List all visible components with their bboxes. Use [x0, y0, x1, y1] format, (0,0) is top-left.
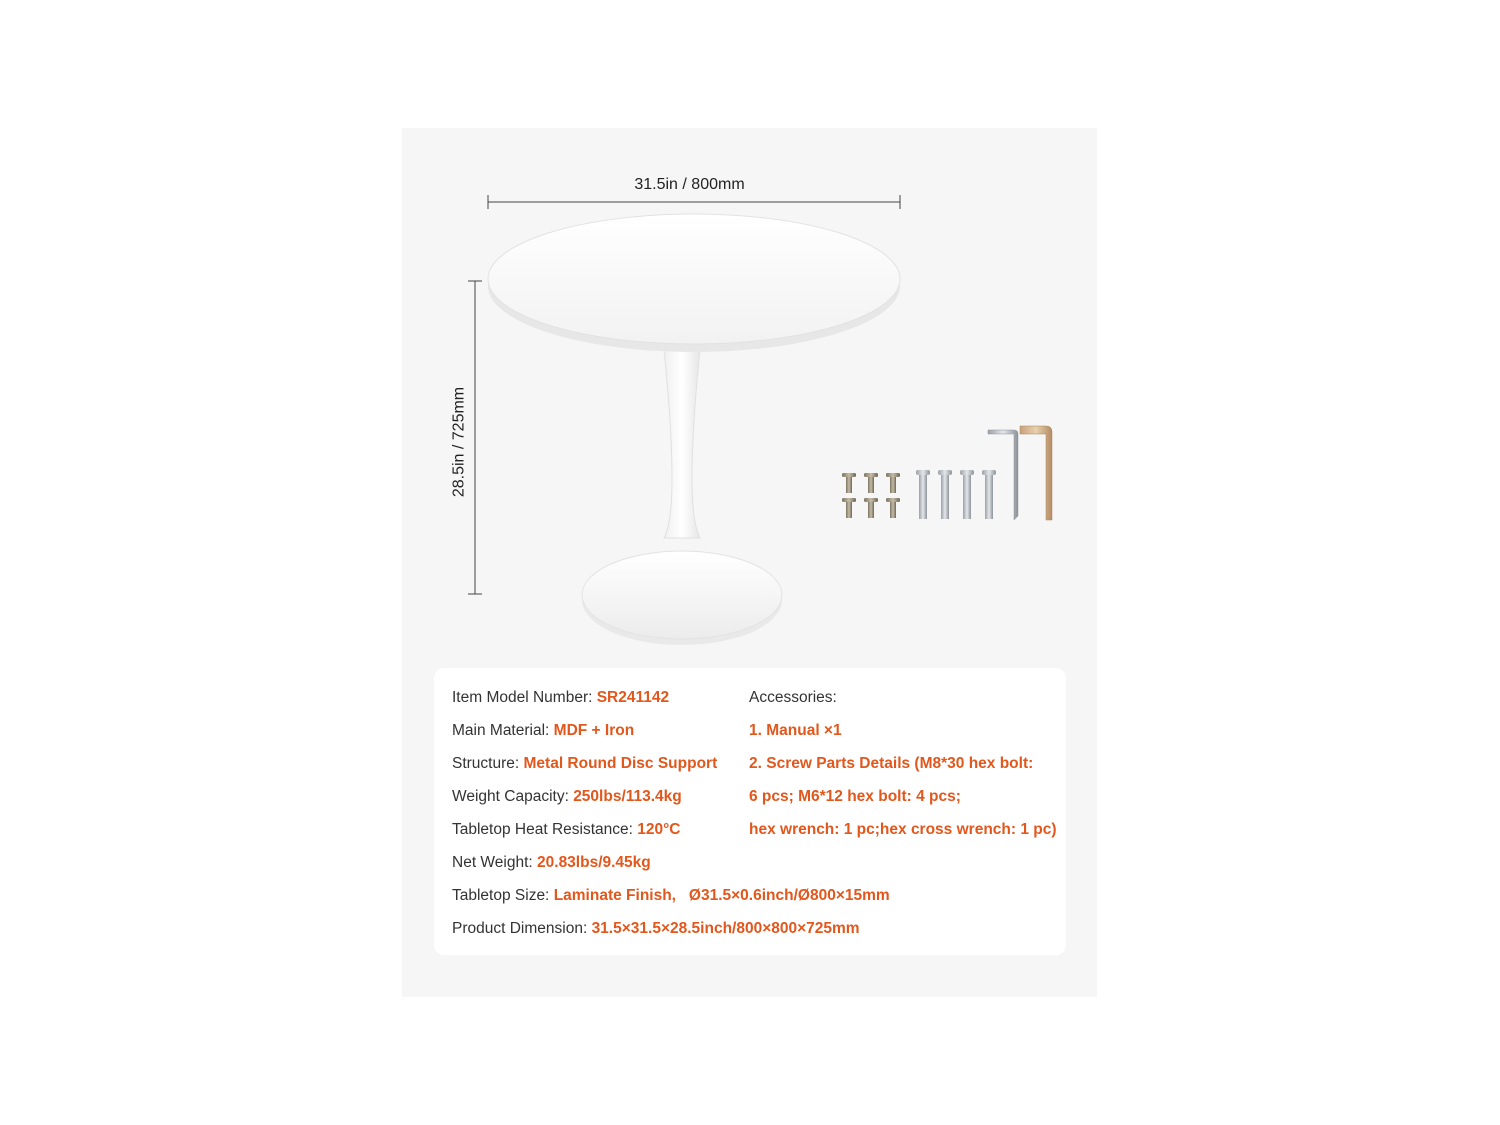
spec-label: Item Model Number: [452, 689, 597, 706]
spec-value: 250lbs/113.4kg [573, 788, 682, 805]
spec-structure [452, 755, 717, 773]
spec-value: Laminate Finish, Ø31.5×0.6inch/Ø800×15mm [553, 887, 890, 904]
spec-model-number [452, 689, 669, 707]
spec-label: Main Material: [452, 722, 554, 739]
spec-heat-resistance [452, 821, 681, 839]
height-dimension-label: 28.5in / 725mm [450, 386, 468, 498]
accessories-heading: Accessories: [749, 689, 837, 706]
accessory-line: hex wrench: 1 pc;hex cross wrench: 1 pc) [749, 821, 1057, 838]
spec-label: Structure: [452, 755, 524, 772]
width-dimension-line [488, 195, 900, 209]
table-stem [664, 350, 700, 538]
spec-label: Tabletop Heat Resistance: [452, 821, 638, 838]
hex-wrench [1020, 426, 1052, 520]
spec-label: Product Dimension: [452, 920, 592, 937]
spec-net-weight [452, 854, 651, 872]
accessory-line: 2. Screw Parts Details (M8*30 hex bolt: [749, 755, 1034, 772]
spec-value: 20.83lbs/9.45kg [537, 854, 651, 871]
height-dimension-line [468, 281, 482, 594]
spec-tabletop-size [452, 887, 890, 905]
spec-value: 31.5×31.5×28.5inch/800×800×725mm [591, 920, 860, 937]
spec-card [434, 668, 1066, 955]
spec-value: Metal Round Disc Support [523, 755, 718, 772]
spec-value: MDF + Iron [553, 722, 635, 739]
spec-label: Net Weight: [452, 854, 538, 871]
spec-value: 120°C [637, 821, 681, 838]
spec-product-dimension [452, 920, 860, 938]
tabletop [488, 214, 900, 352]
bolt-set-short [842, 473, 900, 518]
table-base [582, 551, 782, 645]
width-dimension-label: 31.5in / 800mm [634, 176, 745, 193]
spec-value: SR241142 [596, 689, 670, 706]
bolt-set-long [916, 470, 996, 519]
spec-label: Tabletop Size: [452, 887, 554, 904]
spec-label: Weight Capacity: [452, 788, 574, 805]
spec-weight-capacity [452, 788, 682, 806]
spec-main-material [452, 722, 634, 740]
accessory-line: 1. Manual ×1 [749, 722, 842, 739]
accessory-line: 6 pcs; M6*12 hex bolt: 4 pcs; [749, 788, 961, 805]
